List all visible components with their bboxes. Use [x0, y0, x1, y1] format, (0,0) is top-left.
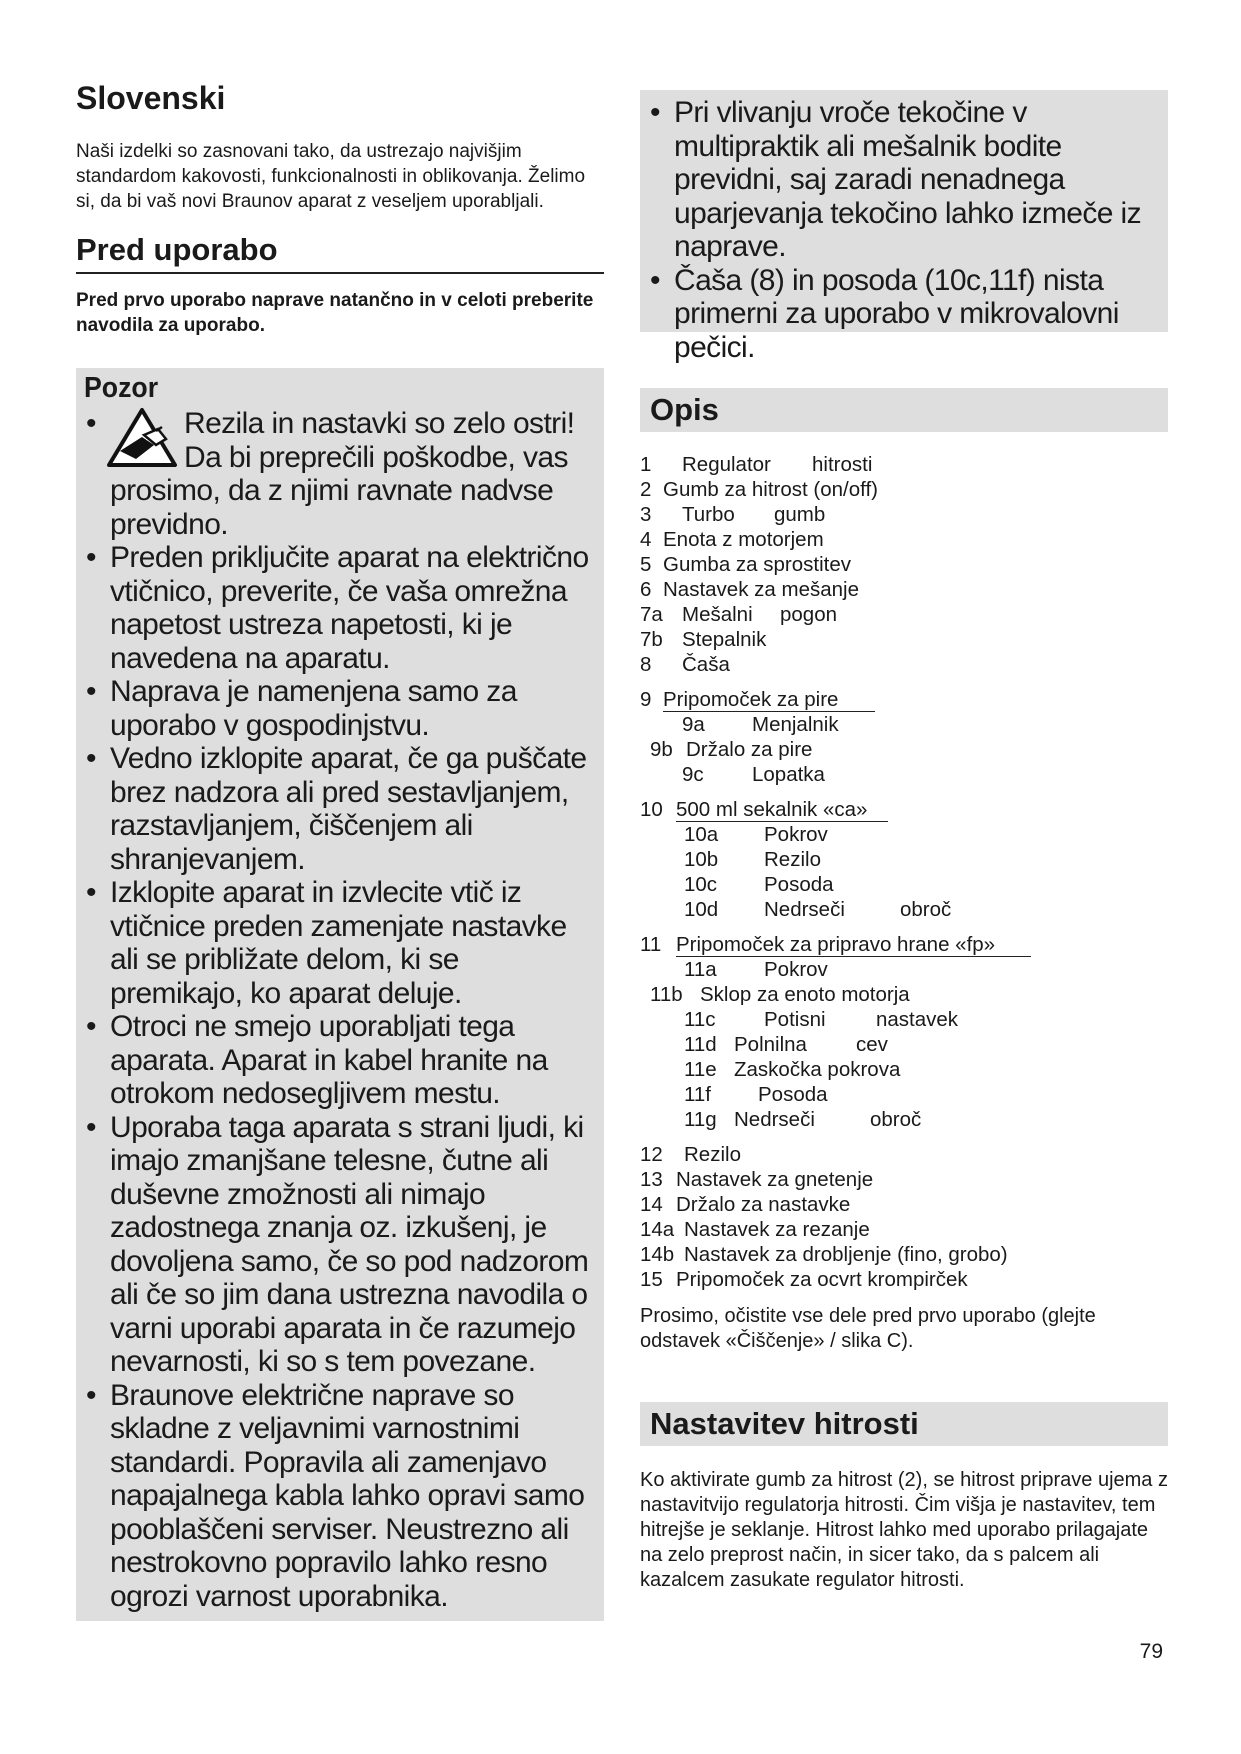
list-item: 8 Čaša	[640, 653, 730, 676]
list-item: 11d Polnilna cev	[684, 1033, 888, 1056]
list-item: 11f Posoda	[684, 1083, 828, 1106]
list-item: 13 Nastavek za gnetenje	[640, 1168, 874, 1191]
sharp-blade-warning-icon	[106, 407, 178, 469]
list-item: 10b Rezilo	[684, 848, 821, 871]
warning-item: • Uporaba taga aparata s strani ljudi, ki imajo zmanjšane telesne, čutne ali duševne zmožnosti ali nimajo zadostnega znanja oz. izkušenj, je dovoljena samo, če so pod nadzorom ali če so jim dana ustrezna navodila o varni uporabi aparata in če razumejo nevarnosti, ki so s tem povezane.	[84, 1111, 594, 1379]
list-item: 10 500 ml sekalnik «ca»	[640, 798, 868, 821]
list-item: 11b Sklop za enoto motorja	[650, 983, 910, 1006]
list-item: 11c Potisni nastavek	[684, 1008, 959, 1031]
list-item: 9 Pripomoček za pire	[640, 688, 839, 711]
warning-item: • Preden priključite aparat na električno vtičnico, preverite, če vaša omrežna napetost ustreza napetosti, ki je navedena na aparatu.	[84, 541, 594, 675]
warning-item: • Rezila in nastavki so zelo ostri! Da bi preprečili poškodbe, vas prosimo, da z njimi ravnate nadvse previdno.	[84, 407, 594, 541]
list-item: 11g Nedrseči obroč	[684, 1108, 922, 1131]
list-item: 9a Menjalnik	[682, 713, 839, 736]
list-item: 7b Stepalnik	[640, 628, 767, 651]
list-item: 11e Zaskočka pokrova	[684, 1058, 901, 1081]
parts-group-11	[640, 932, 1168, 1132]
read-instructions-note: Pred prvo uporabo naprave natančno in v celoti preberite navodila za uporabo.	[76, 290, 594, 336]
warning-item: • Naprava je namenjena samo za uporabo v gospodinjstvu.	[84, 675, 594, 742]
section-title-before-use: Pred uporabo	[76, 232, 604, 274]
warning-item: • Otroci ne smejo uporabljati tega aparata. Aparat in kabel hranite na otrokom nedosegljivem mestu.	[84, 1010, 594, 1111]
list-item: 14 Držalo za nastavke	[640, 1193, 851, 1216]
warning-item: • Čaša (8) in posoda (10c,11f) nista primerni za uporabo v mikrovalovni pečici.	[648, 264, 1158, 365]
list-item: 9b Držalo za pire	[650, 738, 813, 761]
warning-item: • Izklopite aparat in izvlecite vtič iz vtičnice preden zamenjate nastavke ali se približate delom, ki se premikajo, ko aparat deluje.	[84, 876, 594, 1010]
list-item: 3 Turbo gumb	[640, 503, 826, 526]
list-item: 4 Enota z motorjem	[640, 528, 824, 551]
list-item: 14b Nastavek za drobljenje (fino, grobo)	[640, 1243, 1008, 1266]
warning-list	[84, 407, 594, 1613]
list-item: 6 Nastavek za mešanje	[640, 578, 859, 601]
list-item: 7a Mešalni pogon	[640, 603, 838, 626]
warning-item: • Braunove električne naprave so skladne z veljavnimi varnostnimi standardi. Popravila ali zamenjavo napajalnega kabla lahko opravi samo pooblaščeni serviser. Neustrezno ali nestrokovno popravilo lahko resno ogrozi varnost uporabnika.	[84, 1379, 594, 1614]
left-column	[76, 80, 604, 1621]
cleaning-note: Prosimo, očistite vse dele pred prvo uporabo (glejte odstavek «Čiščenje» / slika C).	[640, 1305, 1096, 1352]
warning-box	[76, 368, 604, 1621]
language-title: Slovenski	[76, 80, 226, 116]
warning-item: • Vedno izklopite aparat, če ga puščate brez nadzora ali pred sestavljanjem, razstavljanjem, čiščenjem ali shranjevanjem.	[84, 742, 594, 876]
list-item: 2 Gumb za hitrost (on/off)	[640, 478, 878, 501]
intro-paragraph: Naši izdelki so zasnovani tako, da ustrezajo najvišjim standardom kakovosti, funkcionalnosti in oblikovanja. Želimo si, da bi vaš novi Braunov aparat z veseljem uporabljali.	[76, 141, 586, 212]
list-item: 14a Nastavek za rezanje	[640, 1218, 870, 1241]
warning-title: Pozor	[84, 372, 159, 404]
list-item: 11a Pokrov	[684, 958, 828, 981]
right-column	[640, 90, 1168, 1593]
list-item: 10d Nedrseči obroč	[684, 898, 952, 921]
warning-item: • Pri vlivanju vroče tekočine v multipraktik ali mešalnik bodite previdni, saj zaradi nenadnega uparjevanja tekočino lahko izmeče iz naprave.	[648, 96, 1158, 264]
list-item: 15 Pripomoček za ocvrt krompirček	[640, 1268, 968, 1291]
parts-group-10	[640, 797, 1168, 922]
list-item: 12 Rezilo	[640, 1143, 741, 1166]
list-item: 10a Pokrov	[684, 823, 828, 846]
description-title: Opis	[640, 388, 1168, 432]
page-number: 79	[1139, 1640, 1163, 1663]
parts-group-12-15	[640, 1142, 1168, 1292]
speed-setting-title: Nastavitev hitrosti	[640, 1402, 1168, 1446]
list-item: 9c Lopatka	[682, 763, 825, 786]
hot-liquid-warning-box	[640, 90, 1168, 364]
parts-group-9	[640, 687, 1168, 787]
list-item: 10c Posoda	[684, 873, 834, 896]
list-item: 11 Pripomoček za pripravo hrane «fp»	[640, 933, 996, 956]
parts-list	[640, 452, 1168, 1292]
list-item: 5 Gumba za sprostitev	[640, 553, 851, 576]
list-item: 1 Regulator hitrosti	[640, 453, 873, 476]
speed-setting-text: Ko aktivirate gumb za hitrost (2), se hitrost priprave ujema z nastavitvijo regulatorja hitrosti. Čim višja je nastavitev, tem hitrejše je seklanje. Hitrost lahko med uporabo prilagajate na zelo preprost način, in sicer tako, da s palcem ali kazalcem zasukate regulator hitrosti.	[640, 1469, 1168, 1591]
